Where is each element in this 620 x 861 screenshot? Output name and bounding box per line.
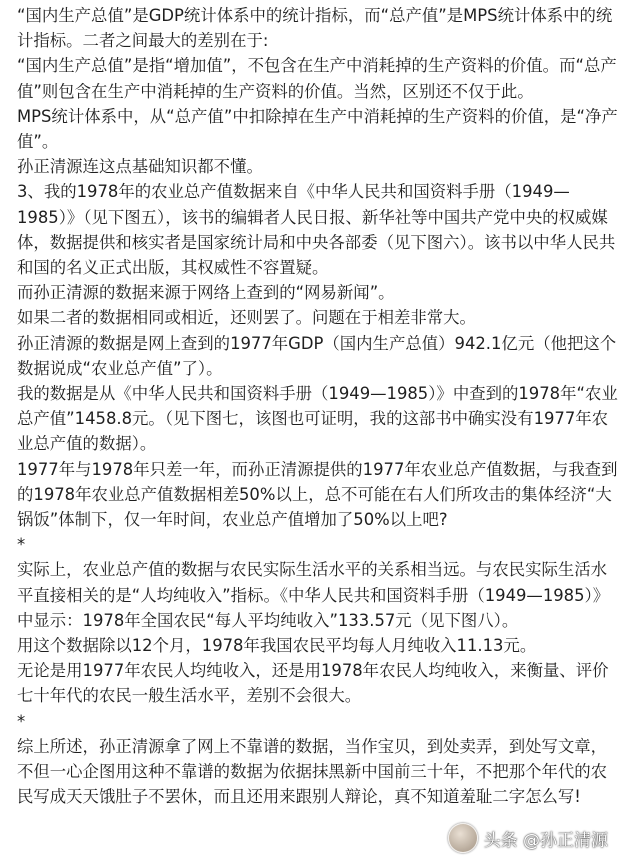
watermark-text: 头条 @孙正清源 [483, 830, 608, 851]
separator-asterisk: * [17, 711, 26, 731]
paragraph: 实际上，农业总产值的数据与农民实际生活水平的关系相当远。与农民实际生活水平直接相关的是“人均纯收入”指标。《中华人民共和国资料手册（1949—1985）》中显示：1978年全国农民“每人平均纯收入”133.57元（见下图八）。 [17, 560, 610, 630]
paragraph: 我的数据是从《中华人民共和国资料手册（1949—1985）》中查到的1978年“农业总产值”1458.8元。（见下图七，该图也可证明，我的这部书中确实没有1977年农业总产值的数据）。 [17, 384, 618, 454]
paragraph: 用这个数据除以12个月，1978年我国农民平均每人月纯收入11.13元。 [17, 636, 537, 656]
paragraph: 孙正清源的数据是网上查到的1977年GDP（国内生产总值）942.1亿元（他把这个数据说成“农业总产值”了）。 [17, 333, 617, 378]
toutiao-watermark [448, 823, 608, 853]
author-avatar-icon [448, 823, 478, 853]
paragraph: 1977年与1978年只差一年，而孙正清源提供的1977年农业总产值数据，与我查到的1978年农业总产值数据相差50%以上，总不可能在右人们所攻击的集体经济“大锅饭”体制下，仅一年时间，农业总产值增加了50%以上吧? [17, 459, 618, 530]
article-body [17, 3, 620, 810]
paragraph: 综上所述，孙正清源拿了网上不靠谱的数据，当作宝贝，到处卖弄，到处写文章，不但一心企图用这种不靠谱的数据为依据抹黑新中国前三十年，不把那个年代的农民写成天天饿肚子不罢休，而且还用来跟别人辩论，真不知道羞耻二字怎么写! [17, 736, 608, 807]
paragraph: 无论是用1977年农民人均纯收入，还是用1978年农民人均纯收入，来衡量、评价七十年代的农民一般生活水平，差别不会很大。 [17, 661, 609, 706]
paragraph: MPS统计体系中，从“总产值”中扣除掉在生产中消耗掉的生产资料的价值，是“净产值”。 [17, 106, 618, 152]
paragraph: 而孙正清源的数据来源于网络上查到的“网易新闻”。 [17, 283, 395, 303]
paragraph: “国内生产总值”是指“增加值”，不包含在生产中消耗掉的生产资料的价值。而“总产值”则包含在生产中消耗掉的生产资料的价值。当然，区别还不仅于此。 [17, 56, 617, 101]
paragraph: 如果二者的数据相同或相近，还则罢了。问题在于相差非常大。 [17, 308, 476, 328]
paragraph: 3、我的1978年的农业总产值数据来自《中华人民共和国资料手册（1949—1985）》（见下图五），该书的编辑者人民日报、新华社等中国共产党中央的权威媒体，数据提供和核实者是国家统计局和中央各部委（见下图六）。该书以中华人民共和国的名义正式出版，其权威性不容置疑。 [17, 182, 616, 278]
separator-asterisk: * [17, 535, 26, 555]
paragraph: 孙正清源连这点基础知识都不懂。 [17, 157, 263, 177]
paragraph: “国内生产总值”是GDP统计体系中的统计指标，而“总产值”是MPS统计体系中的统计指标。二者之间最大的差别在于: [17, 6, 613, 51]
